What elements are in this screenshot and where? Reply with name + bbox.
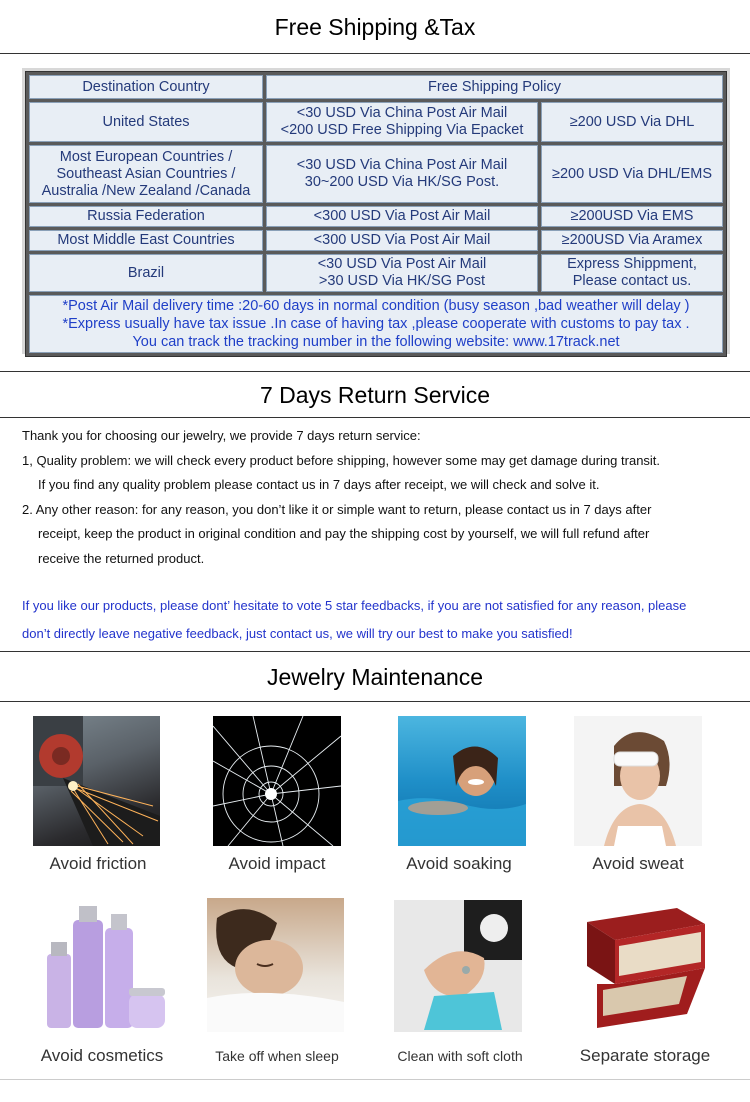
- policy-cell: <30 USD Via Post Air Mail >30 USD Via HK/SG Post: [266, 254, 538, 292]
- caption-clean-soft-cloth: Clean with soft cloth: [397, 1048, 523, 1064]
- note-express-tax: *Express usually have tax issue .In case of having tax ,please cooperate with customs to pay tax .: [62, 316, 690, 332]
- note-tracking: You can track the tracking number in the following website: www.17track.net: [132, 334, 620, 350]
- shipping-policy-table: [22, 68, 730, 354]
- sleeping-woman-icon: [207, 898, 344, 1032]
- policy-cell: <300 USD Via Post Air Mail: [266, 206, 538, 227]
- feedback-line: don’t directly leave negative feedback, just contact us, we will try our best to make you satisfied!: [22, 626, 573, 641]
- caption-separate-storage: Separate storage: [579, 1046, 711, 1065]
- cleaning-cloth-icon: [394, 900, 522, 1032]
- caption-take-off-sleep: Take off when sleep: [215, 1048, 339, 1064]
- return-item-other: 2. Any other reason: for any reason, you don’t like it or simple want to return, please contact us in 7 days after: [22, 501, 652, 517]
- swimmer-icon: [398, 716, 526, 846]
- express-cell: Express Shippment, Please contact us.: [541, 254, 723, 292]
- cosmetic-bottles-icon: [33, 898, 169, 1032]
- feedback-line: If you like our products, please dont’ hesitate to vote 5 star feedbacks, if you are not satisfied for any reason, please: [22, 598, 687, 613]
- caption-avoid-friction: Avoid friction: [49, 854, 147, 873]
- shipping-tax-header: Free Shipping &Tax: [0, 0, 750, 54]
- feedback-request: [22, 592, 732, 648]
- country-cell: United States: [29, 102, 263, 142]
- jewelry-box-icon: [577, 904, 709, 1032]
- return-item-quality: 1, Quality problem: we will check every product before shipping, however some may get damage during transit.: [22, 452, 661, 468]
- col-policy-header: Free Shipping Policy: [266, 75, 723, 99]
- express-cell: ≥200USD Via Aramex: [541, 230, 723, 251]
- tile-avoid-impact: [196, 716, 358, 876]
- country-cell: Most Middle East Countries: [29, 230, 263, 251]
- policy-cell: <30 USD Via China Post Air Mail 30~200 USD Via HK/SG Post.: [266, 145, 538, 203]
- shipping-notes: [29, 295, 723, 353]
- express-cell: ≥200 USD Via DHL/EMS: [541, 145, 723, 203]
- grinder-sparks-icon: [33, 716, 160, 846]
- country-cell: Russia Federation: [29, 206, 263, 227]
- caption-avoid-cosmetics: Avoid cosmetics: [40, 1046, 164, 1065]
- caption-avoid-soaking: Avoid soaking: [406, 854, 512, 873]
- caption-avoid-sweat: Avoid sweat: [592, 854, 684, 873]
- caption-avoid-impact: Avoid impact: [228, 854, 326, 873]
- express-cell: ≥200 USD Via DHL: [541, 102, 723, 142]
- cracked-glass-icon: [213, 716, 341, 846]
- tile-avoid-soaking: [386, 716, 532, 876]
- country-cell: Most European Countries / Southeast Asian Countries / Australia /New Zealand /Canada: [29, 145, 263, 203]
- maintenance-header: Jewelry Maintenance: [0, 651, 750, 702]
- tile-avoid-sweat: [560, 716, 716, 876]
- country-cell: Brazil: [29, 254, 263, 292]
- policy-cell: <300 USD Via Post Air Mail: [266, 230, 538, 251]
- return-intro: Thank you for choosing our jewelry, we provide 7 days return service:: [22, 428, 421, 443]
- return-service-header: 7 Days Return Service: [0, 371, 750, 418]
- tile-avoid-friction: [12, 716, 184, 876]
- tile-clean-soft-cloth: [382, 898, 538, 1068]
- sweating-woman-icon: [574, 716, 702, 846]
- note-delivery-time: *Post Air Mail delivery time :20-60 days in normal condition (busy season ,bad weather will delay ): [62, 298, 690, 314]
- return-item-other-cont: receipt, keep the product in original condition and pay the shipping cost by yourself, we will full refund after: [38, 526, 650, 541]
- return-item-quality-cont: If you find any quality problem please contact us in 7 days after receipt, we will check and solve it.: [38, 477, 600, 492]
- bottom-divider: [0, 1079, 750, 1080]
- return-policy-text: [22, 424, 732, 571]
- express-cell: ≥200USD Via EMS: [541, 206, 723, 227]
- return-item-other-cont: receive the returned product.: [38, 550, 205, 566]
- policy-cell: <30 USD Via China Post Air Mail <200 USD Free Shipping Via Epacket: [266, 102, 538, 142]
- tile-separate-storage: [566, 898, 724, 1068]
- tile-take-off-sleep: [204, 898, 350, 1068]
- tile-avoid-cosmetics: [12, 898, 192, 1068]
- col-destination-header: Destination Country: [29, 75, 263, 99]
